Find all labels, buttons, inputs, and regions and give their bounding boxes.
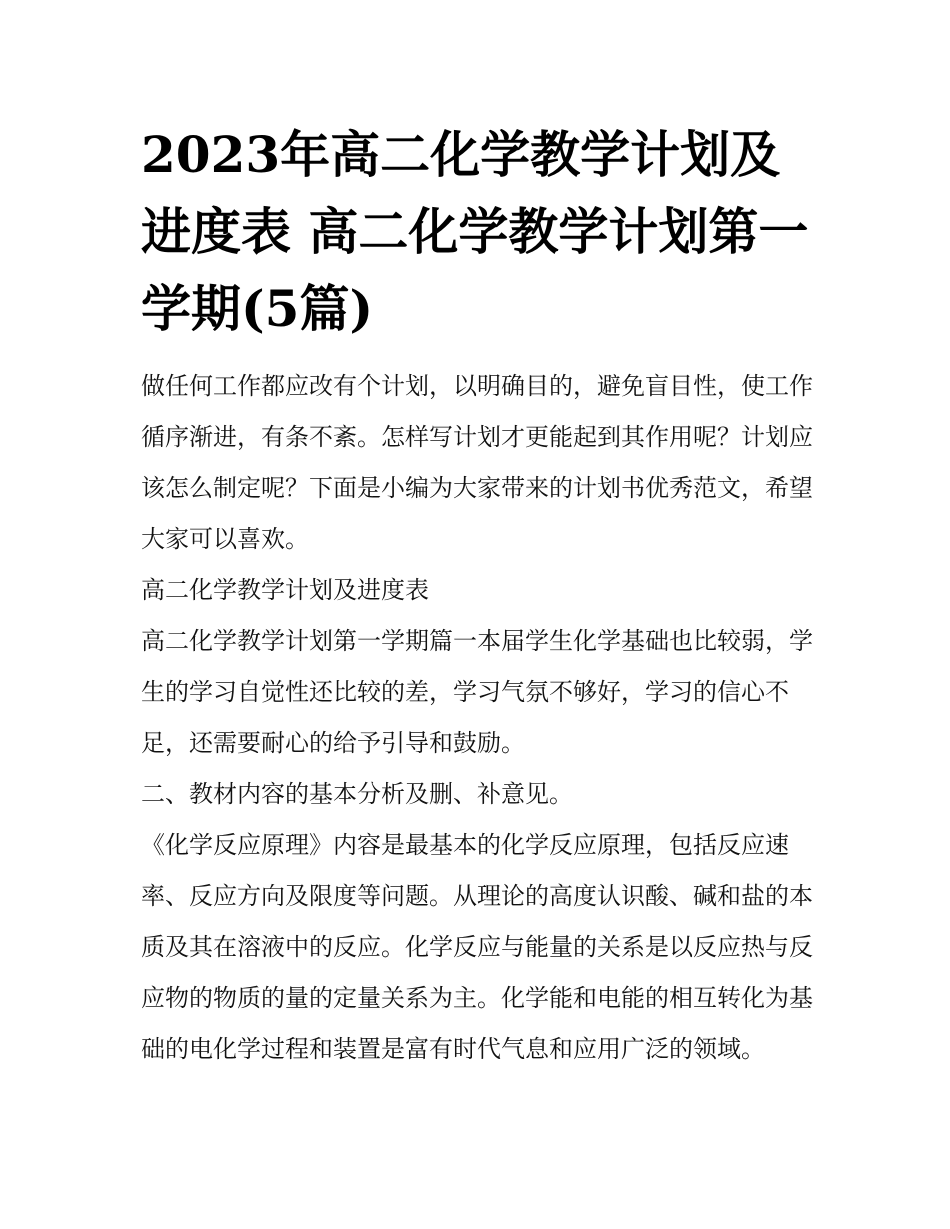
section-heading: 高二化学教学计划及进度表 [141, 576, 429, 604]
textbook-content-paragraph: 《化学反应原理》内容是最基本的化学反应原理，包括反应速率、反应方向及限度等问题。从理论的高度认识酸、碱和盐的本质及其在溶液中的反应。化学反应与能量的关系是以反应热与反应物的物质的量的定量关系为主。化学能和电能的相互转化为基础的电化学过程和装置是富有时代气息和应用广泛的领域。 [141, 831, 813, 1063]
document-page [141, 116, 813, 1075]
intro-paragraph: 做任何工作都应改有个计划，以明确目的，避免盲目性，使工作循序渐进，有条不紊。怎样写计划才更能起到其作用呢？计划应该怎么制定呢？下面是小编为大家带来的计划书优秀范文，希望大家可以喜欢。 [141, 372, 813, 553]
student-analysis-paragraph: 高二化学教学计划第一学期篇一本届学生化学基础也比较弱，学生的学习自觉性还比较的差，学习气氛不够好，学习的信心不足，还需要耐心的给予引导和鼓励。 [141, 627, 813, 757]
textbook-analysis-heading: 二、教材内容的基本分析及删、补意见。 [141, 780, 573, 808]
document-title: 2023年高二化学教学计划及进度表 高二化学教学计划第一学期(5篇) [141, 125, 809, 338]
